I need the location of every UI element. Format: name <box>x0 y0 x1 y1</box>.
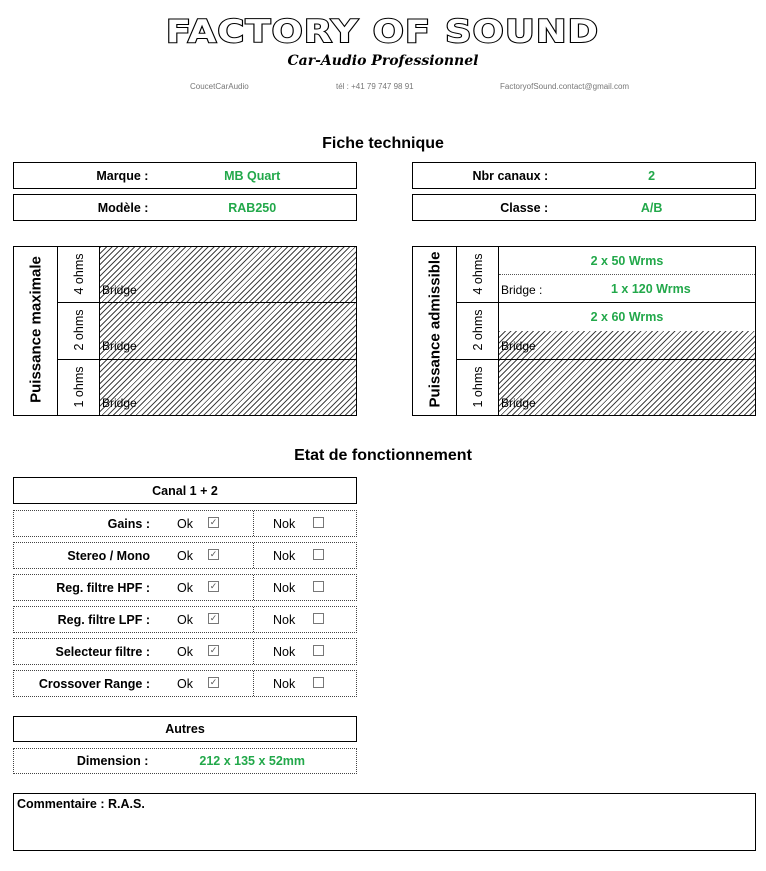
padm-ohm-2: 2 ohms <box>471 309 485 351</box>
padm-4-top <box>499 247 755 275</box>
padm-cell-2-bridge <box>499 331 755 360</box>
canaux-label: Nbr canaux : <box>472 168 549 183</box>
nok-label: Nok <box>273 580 296 595</box>
marque-row <box>13 162 357 189</box>
classe-row <box>412 194 756 221</box>
fiche-title: Fiche technique <box>322 135 444 152</box>
nok-label: Nok <box>273 676 296 691</box>
puissance-max-title: Puissance maximale <box>27 256 45 403</box>
pmax-bridge-2: Bridge <box>102 339 137 353</box>
status-row <box>13 542 357 569</box>
status-label: Stereo / Mono <box>67 548 150 563</box>
nok-checkbox[interactable] <box>313 549 324 560</box>
padm-cell-1 <box>499 360 755 415</box>
nok-checkbox[interactable] <box>313 677 324 688</box>
ok-label: Ok <box>177 580 193 595</box>
canal-title: Canal 1 + 2 <box>13 477 357 504</box>
padm-ohm-1: 1 ohms <box>471 366 485 408</box>
status-label: Reg. filtre LPF : <box>57 612 150 627</box>
check-icon: ✓ <box>209 517 218 527</box>
check-icon: ✓ <box>209 645 218 655</box>
ok-checkbox[interactable] <box>208 613 219 624</box>
brand-tagline: Car-Audio Professionnel <box>287 53 479 69</box>
status-row <box>13 638 357 665</box>
row-divider <box>253 543 254 568</box>
pmax-cell-2 <box>100 303 356 360</box>
check-icon: ✓ <box>209 677 218 687</box>
dimension-value: 212 x 135 x 52mm <box>199 754 306 768</box>
pmax-cell-1 <box>100 360 356 415</box>
check-icon: ✓ <box>209 549 218 559</box>
modele-row <box>13 194 357 221</box>
padm-4-bridge-row <box>499 275 755 303</box>
pmax-bridge-4: Bridge <box>102 283 137 297</box>
brand-logo: FACTORY OF SOUND <box>166 14 600 50</box>
classe-value: A/B <box>640 200 663 215</box>
padm-4-value: 2 x 50 Wrms <box>590 253 664 268</box>
puissance-max-table <box>13 246 357 416</box>
ok-checkbox[interactable] <box>208 581 219 592</box>
nok-label: Nok <box>273 548 296 563</box>
marque-label: Marque : <box>96 168 149 183</box>
status-label: Reg. filtre HPF : <box>56 580 150 595</box>
pmax-ohm-2: 2 ohms <box>72 309 86 351</box>
status-row <box>13 510 357 537</box>
marque-value: MB Quart <box>224 168 281 183</box>
nok-checkbox[interactable] <box>313 517 324 528</box>
ok-label: Ok <box>177 644 193 659</box>
canaux-row <box>412 162 756 189</box>
padm-ohm-4: 4 ohms <box>471 253 485 295</box>
pmax-ohm-1: 1 ohms <box>72 366 86 408</box>
nok-checkbox[interactable] <box>313 613 324 624</box>
row-divider <box>253 511 254 536</box>
contact-email: FactoryofSound.contact@gmail.com <box>500 82 630 91</box>
row-divider <box>253 639 254 664</box>
etat-title: Etat de fonctionnement <box>294 447 472 464</box>
canaux-value: 2 <box>648 168 656 183</box>
pmax-cell-4 <box>100 247 356 303</box>
contact-phone: tél : +41 79 747 98 91 <box>336 82 414 91</box>
ok-checkbox[interactable] <box>208 677 219 688</box>
status-row <box>13 606 357 633</box>
puissance-adm-table <box>412 246 756 416</box>
nok-label: Nok <box>273 644 296 659</box>
ok-label: Ok <box>177 516 193 531</box>
pmax-ohm-4: 4 ohms <box>72 253 86 295</box>
status-row <box>13 670 357 697</box>
dimension-row <box>13 748 357 774</box>
classe-label: Classe : <box>500 200 549 215</box>
modele-label: Modèle : <box>97 200 149 215</box>
status-row <box>13 574 357 601</box>
ok-checkbox[interactable] <box>208 517 219 528</box>
contact-name: CoucetCarAudio <box>190 82 249 91</box>
pmax-bridge-1: Bridge <box>102 396 137 410</box>
nok-checkbox[interactable] <box>313 581 324 592</box>
commentaire-box <box>13 793 756 851</box>
check-icon: ✓ <box>209 581 218 591</box>
padm-bridge-4-value: 1 x 120 Wrms <box>611 282 691 296</box>
padm-bridge-1: Bridge <box>501 396 536 410</box>
nok-label: Nok <box>273 516 296 531</box>
nok-checkbox[interactable] <box>313 645 324 656</box>
ok-checkbox[interactable] <box>208 645 219 656</box>
modele-value: RAB250 <box>228 200 277 215</box>
check-icon: ✓ <box>209 613 218 623</box>
row-divider <box>253 671 254 696</box>
status-label: Gains : <box>107 516 150 531</box>
dimension-label: Dimension : <box>76 754 149 768</box>
ok-label: Ok <box>177 676 193 691</box>
status-label: Selecteur filtre : <box>55 644 150 659</box>
padm-bridge-4: Bridge : <box>501 283 543 297</box>
row-divider <box>253 575 254 600</box>
puissance-adm-title: Puissance admissible <box>426 251 444 408</box>
commentaire-text: Commentaire : R.A.S. <box>17 797 145 811</box>
padm-bridge-2: Bridge <box>501 339 536 353</box>
padm-2-top <box>499 303 755 331</box>
ok-checkbox[interactable] <box>208 549 219 560</box>
ok-label: Ok <box>177 548 193 563</box>
status-label: Crossover Range : <box>38 676 150 691</box>
padm-2-value: 2 x 60 Wrms <box>590 310 664 324</box>
autres-title: Autres <box>13 716 357 742</box>
row-divider <box>253 607 254 632</box>
ok-label: Ok <box>177 612 193 627</box>
nok-label: Nok <box>273 612 296 627</box>
